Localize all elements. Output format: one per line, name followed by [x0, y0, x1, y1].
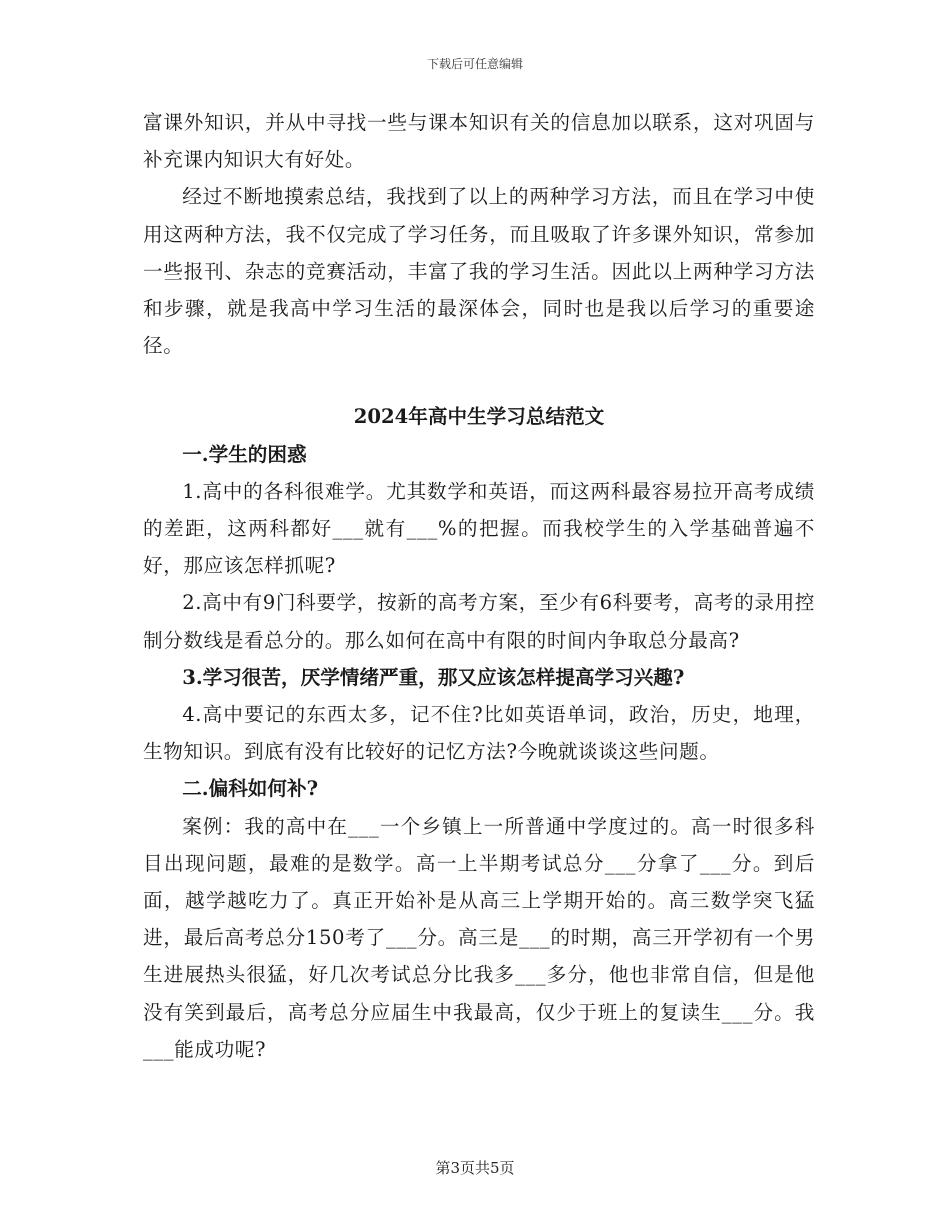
- paragraph-continuation: 富课外知识，并从中寻找一些与课本知识有关的信息加以联系，这对巩固与补充课内知识大有好处。: [143, 111, 815, 172]
- article-title: 2024年高中生学习总结范文: [353, 405, 605, 429]
- section-heading-student-confusion: 一.学生的困惑: [182, 442, 307, 466]
- document-body: [143, 104, 815, 1068]
- page-header: 下载后可任意编辑: [426, 57, 523, 71]
- section-heading-weak-subjects: 二.偏科如何补?: [182, 777, 319, 801]
- page-number: 第3页共5页: [435, 1159, 515, 1177]
- paragraph-method-summary: 经过不断地摸索总结，我找到了以上的两种学习方法，而且在学习中使用这两种方法，我不仅完成了学习任务，而且吸取了许多课外知识，常参加一些报刊、杂志的竞赛活动，丰富了我的学习生活。因此以上两种学习方法和步骤，就是我高中学习生活的最深体会，同时也是我以后学习的重要途径。: [143, 185, 815, 358]
- paragraph-item-3-bold: 3.学习很苦，厌学情绪严重，那又应该怎样提高学习兴趣?: [182, 665, 685, 689]
- paragraph-item-4: 4.高中要记的东西太多，记不住?比如英语单词，政治，历史，地理，生物知识。到底有没有比较好的记忆方法?今晚就谈谈这些问题。: [143, 703, 815, 764]
- section-spacer: [143, 364, 815, 398]
- paragraph-item-1: 1.高中的各科很难学。尤其数学和英语，而这两科最容易拉开高考成绩的差距，这两科都好___就有___%的把握。而我校学生的入学基础普遍不好，那应该怎样抓呢?: [143, 479, 815, 578]
- paragraph-case-study: 案例：我的高中在___一个乡镇上一所普通中学度过的。高一时很多科目出现问题，最难的是数学。高一上半期考试总分___分拿了___分。到后面，越学越吃力了。真正开始补是从高三上学期开始的。高三数学突飞猛进，最后高考总分150考了___分。高三是___的时期，高三开学初有一个男生进展热头很猛，好几次考试总分比我多___多分，他也非常自信，但是他没有笑到最后，高考总分应届生中我最高，仅少于班上的复读生___分。我___能成功呢?: [143, 814, 815, 1061]
- paragraph-item-2: 2.高中有9门科要学，按新的高考方案，至少有6科要考，高考的录用控制分数线是看总分的。那么如何在高中有限的时间内争取总分最高?: [143, 591, 815, 652]
